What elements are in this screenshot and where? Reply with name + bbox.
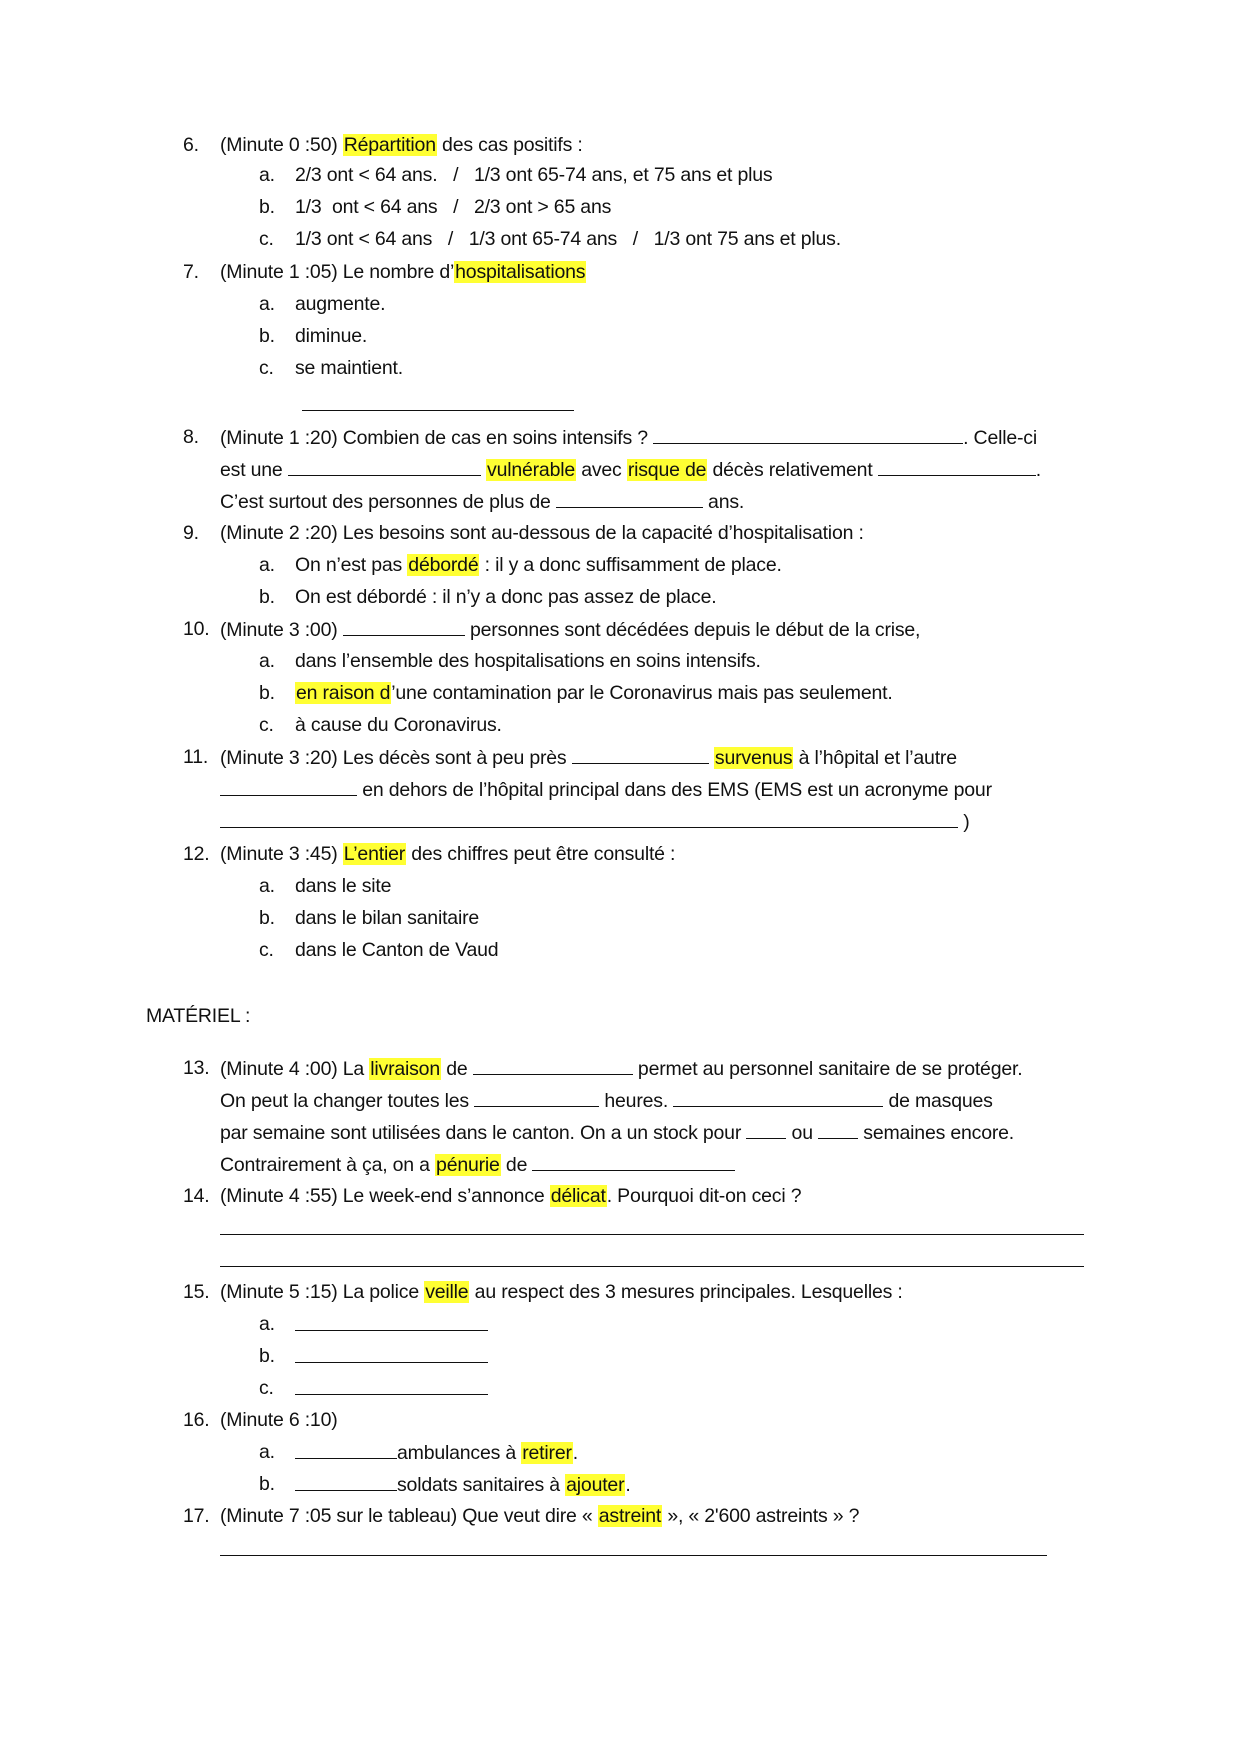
answer-blank[interactable] bbox=[295, 1472, 397, 1491]
option-letter: c. bbox=[259, 357, 274, 379]
question-text: avec bbox=[576, 459, 627, 481]
answer-blank[interactable] bbox=[295, 1440, 397, 1459]
question-number: 7. bbox=[183, 261, 199, 283]
option-letter: c. bbox=[259, 228, 274, 250]
option-letter: b. bbox=[259, 586, 275, 608]
option-letter: b. bbox=[259, 196, 275, 218]
option-text: 2/3 ont < 64 ans. / 1/3 ont 65-74 ans, et 75 ans et plus bbox=[295, 164, 773, 186]
question-number: 17. bbox=[183, 1505, 210, 1527]
question-text: », « 2'600 astreints » ? bbox=[662, 1505, 860, 1527]
question-text: Les décès sont à peu près bbox=[337, 747, 572, 769]
option-text: augmente. bbox=[295, 293, 386, 315]
question-text: à l’hôpital et l’autre bbox=[793, 747, 957, 769]
answer-blank[interactable] bbox=[295, 1312, 488, 1331]
question-text: permet au personnel sanitaire de se protéger. bbox=[632, 1058, 1023, 1080]
option-text: : il y a donc suffisamment de place. bbox=[479, 554, 782, 576]
option-text: On n’est pas bbox=[295, 554, 408, 576]
option-text: à cause du Coronavirus. bbox=[295, 714, 502, 736]
highlighted-term: astreint bbox=[598, 1505, 662, 1527]
option-text: dans l’ensemble des hospitalisations en soins intensifs. bbox=[295, 650, 761, 672]
question-number: 6. bbox=[183, 134, 199, 156]
answer-line[interactable] bbox=[220, 1234, 1084, 1235]
answer-blank[interactable] bbox=[302, 410, 574, 411]
option-text: dans le bilan sanitaire bbox=[295, 907, 480, 929]
answer-blank[interactable] bbox=[474, 1088, 599, 1107]
answer-blank[interactable] bbox=[220, 777, 357, 796]
option-letter: a. bbox=[259, 164, 275, 186]
timestamp: (Minute 1 :20) bbox=[220, 427, 338, 449]
timestamp: (Minute 0 :50) bbox=[220, 134, 338, 156]
question-text: Contrairement à ça, on a bbox=[220, 1154, 436, 1176]
question-text: Le week-end s’annonce bbox=[337, 1185, 550, 1207]
highlighted-term: livraison bbox=[370, 1058, 440, 1080]
question-text: . bbox=[1035, 459, 1041, 481]
option-text: 1/3 ont < 64 ans / 2/3 ont > 65 ans bbox=[295, 196, 612, 218]
answer-blank[interactable] bbox=[878, 457, 1036, 476]
answer-blank[interactable] bbox=[673, 1088, 883, 1107]
highlighted-term: délicat bbox=[550, 1185, 606, 1207]
question-text: de bbox=[500, 1154, 533, 1176]
timestamp: (Minute 6 :10) bbox=[220, 1409, 338, 1431]
answer-blank[interactable] bbox=[288, 457, 481, 476]
question-text: heures. bbox=[599, 1090, 674, 1112]
question-text: La bbox=[337, 1058, 370, 1080]
option-letter: b. bbox=[259, 325, 275, 347]
highlighted-term: vulnérable bbox=[487, 459, 575, 481]
option-letter: a. bbox=[259, 1313, 275, 1335]
question-number: 10. bbox=[183, 618, 210, 640]
option-text: ambulances à bbox=[397, 1442, 522, 1464]
option-text: . bbox=[625, 1474, 631, 1496]
answer-blank[interactable] bbox=[572, 745, 709, 764]
option-letter: a. bbox=[259, 875, 275, 897]
option-letter: b. bbox=[259, 682, 275, 704]
answer-blank[interactable] bbox=[653, 425, 963, 444]
timestamp: (Minute 4 :55) bbox=[220, 1185, 338, 1207]
highlighted-term: hospitalisations bbox=[455, 261, 586, 283]
option-letter: b. bbox=[259, 1473, 275, 1495]
highlighted-term: retirer bbox=[522, 1442, 572, 1464]
question-number: 13. bbox=[183, 1057, 210, 1079]
highlighted-term: en raison d bbox=[296, 682, 391, 704]
highlighted-term: ajouter bbox=[566, 1474, 625, 1496]
question-text: des chiffres peut être consulté : bbox=[406, 843, 676, 865]
question-text: ans. bbox=[702, 491, 745, 513]
question-text: ou bbox=[786, 1122, 819, 1144]
highlighted-term: pénurie bbox=[436, 1154, 500, 1176]
answer-line[interactable] bbox=[220, 1266, 1084, 1267]
question-text: ) bbox=[958, 811, 970, 833]
option-text: . bbox=[572, 1442, 578, 1464]
question-number: 12. bbox=[183, 843, 210, 865]
question-text: de masques bbox=[883, 1090, 993, 1112]
highlighted-term: survenus bbox=[714, 747, 793, 769]
option-letter: c. bbox=[259, 1377, 274, 1399]
option-text: se maintient. bbox=[295, 357, 403, 379]
question-text: Que veut dire « bbox=[457, 1505, 598, 1527]
option-text: 1/3 ont < 64 ans / 1/3 ont 65-74 ans / 1/3 ont 75 ans et plus. bbox=[295, 228, 841, 250]
question-text: Combien de cas en soins intensifs ? bbox=[337, 427, 654, 449]
question-text: en dehors de l’hôpital principal dans des EMS (EMS est un acronyme pour bbox=[357, 779, 992, 801]
answer-blank[interactable] bbox=[556, 489, 703, 508]
question-text: des cas positifs : bbox=[436, 134, 583, 156]
answer-blank[interactable] bbox=[746, 1120, 786, 1139]
option-text: On est débordé : il n’y a donc pas assez de place. bbox=[295, 586, 717, 608]
highlighted-term: risque de bbox=[627, 459, 707, 481]
question-text: est une bbox=[220, 459, 288, 481]
question-text: On peut la changer toutes les bbox=[220, 1090, 475, 1112]
question-text: personnes sont décédées depuis le début de la crise, bbox=[464, 619, 921, 641]
option-text: ’une contamination par le Coronavirus mais pas seulement. bbox=[391, 682, 893, 704]
question-number: 15. bbox=[183, 1281, 210, 1303]
timestamp: (Minute 1 :05) bbox=[220, 261, 338, 283]
question-text: Les besoins sont au-dessous de la capacité d’hospitalisation : bbox=[337, 522, 864, 544]
answer-line[interactable] bbox=[220, 1555, 1047, 1556]
option-letter: a. bbox=[259, 293, 275, 315]
option-letter: a. bbox=[259, 1441, 275, 1463]
question-text: de bbox=[440, 1058, 473, 1080]
question-number: 14. bbox=[183, 1185, 210, 1207]
timestamp: (Minute 4 :00) bbox=[220, 1058, 338, 1080]
answer-blank[interactable] bbox=[295, 1376, 488, 1395]
highlighted-term: débordé bbox=[408, 554, 479, 576]
option-text: dans le site bbox=[295, 875, 392, 897]
option-letter: b. bbox=[259, 1345, 275, 1367]
question-text: C’est surtout des personnes de plus de bbox=[220, 491, 556, 513]
timestamp: (Minute 3 :20) bbox=[220, 747, 338, 769]
timestamp: (Minute 2 :20) bbox=[220, 522, 338, 544]
option-letter: c. bbox=[259, 714, 274, 736]
question-text: semaines encore. bbox=[858, 1122, 1014, 1144]
question-number: 8. bbox=[183, 426, 199, 448]
highlighted-term: L’entier bbox=[343, 843, 406, 865]
timestamp: (Minute 3 :45) bbox=[220, 843, 338, 865]
option-text: diminue. bbox=[295, 325, 368, 347]
question-text: . Celle-ci bbox=[963, 427, 1037, 449]
question-text: décès relativement bbox=[707, 459, 878, 481]
question-text: au respect des 3 mesures principales. Lesquelles : bbox=[469, 1281, 903, 1303]
answer-blank[interactable] bbox=[295, 1344, 488, 1363]
option-letter: a. bbox=[259, 650, 275, 672]
option-text: dans le Canton de Vaud bbox=[295, 939, 499, 961]
timestamp: (Minute 3 :00) bbox=[220, 619, 338, 641]
option-letter: a. bbox=[259, 554, 275, 576]
timestamp: (Minute 5 :15) bbox=[220, 1281, 338, 1303]
option-text: soldats sanitaires à bbox=[397, 1474, 566, 1496]
question-text: par semaine sont utilisées dans le canton. On a un stock pour bbox=[220, 1122, 747, 1144]
question-number: 16. bbox=[183, 1409, 210, 1431]
highlighted-term: veille bbox=[425, 1281, 469, 1303]
question-text: Le nombre d’ bbox=[337, 261, 455, 283]
question-text: . Pourquoi dit-on ceci ? bbox=[606, 1185, 802, 1207]
answer-blank[interactable] bbox=[473, 1056, 633, 1075]
question-number: 9. bbox=[183, 522, 199, 544]
section-heading: MATÉRIEL : bbox=[146, 1005, 251, 1027]
question-number: 11. bbox=[183, 746, 209, 768]
answer-blank[interactable] bbox=[818, 1120, 858, 1139]
timestamp: (Minute 7 :05 sur le tableau) bbox=[220, 1505, 457, 1527]
option-letter: b. bbox=[259, 907, 275, 929]
question-text: La police bbox=[337, 1281, 425, 1303]
answer-blank[interactable] bbox=[532, 1152, 735, 1171]
option-letter: c. bbox=[259, 939, 274, 961]
answer-blank[interactable] bbox=[343, 617, 465, 636]
highlighted-term: Répartition bbox=[343, 134, 436, 156]
answer-blank[interactable] bbox=[220, 809, 958, 828]
